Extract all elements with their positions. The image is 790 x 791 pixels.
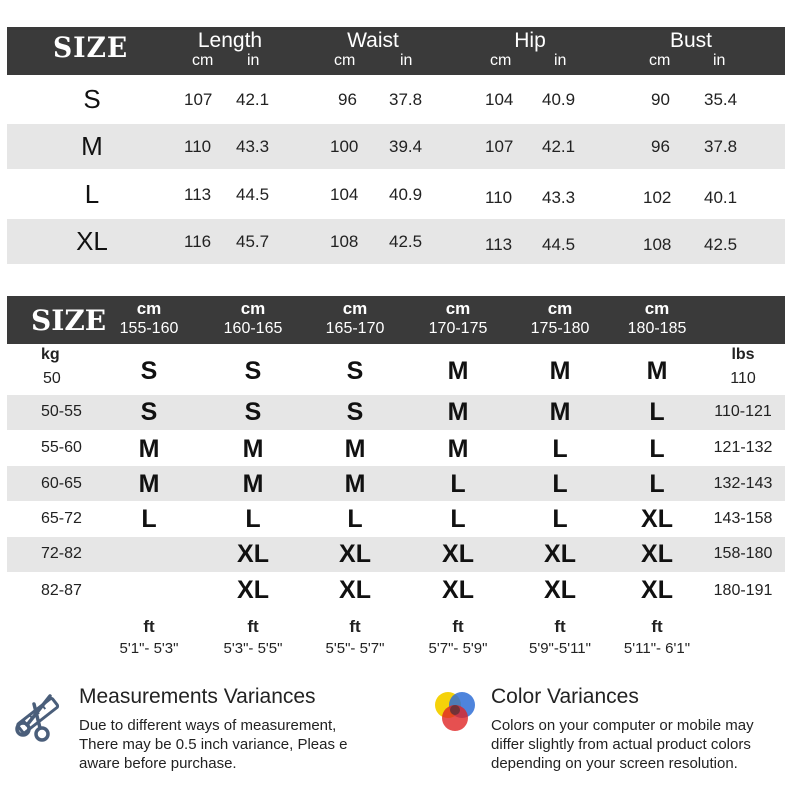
size-cell: M [242, 435, 264, 463]
ft-range: 5'11"- 6'1" [623, 640, 691, 657]
ft-label: ft [651, 617, 663, 636]
column-waist: Waist [347, 29, 399, 52]
waist-in: 42.5 [389, 232, 423, 251]
unit-cm: cm [192, 52, 214, 69]
note-line: aware before purchase. [79, 755, 237, 772]
size-cell: XL [237, 576, 269, 604]
height-unit: cm [644, 299, 670, 318]
ft-range: 5'7"- 5'9" [428, 640, 488, 657]
size-cell: L [649, 398, 665, 426]
bust-in: 42.5 [704, 235, 738, 254]
size-cell: XL [544, 576, 576, 604]
bust-cm: 96 [651, 137, 670, 156]
hip-cm: 110 [485, 188, 513, 207]
size-cell: L [347, 505, 363, 533]
size-cell: M [447, 357, 469, 385]
weight-lbs: 121-132 [713, 439, 773, 456]
size-cell: M [81, 131, 103, 161]
color-note-text [491, 716, 790, 773]
size-cell: M [447, 398, 469, 426]
size-cell: XL [339, 576, 371, 604]
waist-cm: 108 [330, 232, 359, 251]
ft-label: ft [349, 617, 361, 636]
size-cell: L [552, 505, 568, 533]
size-cell: L [552, 470, 568, 498]
weight-kg: 50-55 [41, 403, 82, 420]
size-cell: M [549, 398, 571, 426]
size-cell: XL [76, 226, 108, 256]
size-header-label: SIZE [52, 31, 129, 64]
unit-cm: cm [334, 52, 356, 69]
note-line: depending on your screen resolution. [491, 755, 738, 772]
size-recommendation-table [7, 296, 785, 616]
table-row [7, 466, 785, 501]
weight-lbs: 158-180 [713, 545, 773, 562]
table-row [7, 172, 785, 217]
bust-in: 40.1 [704, 188, 738, 207]
hip-cm: 113 [485, 235, 513, 254]
weight-lbs: 132-143 [713, 475, 773, 492]
table-row [7, 77, 785, 122]
size-cell: M [344, 470, 366, 498]
length-in: 42.1 [236, 90, 270, 109]
length-cm: 116 [184, 232, 212, 251]
weight-kg: 72-82 [41, 545, 82, 562]
ft-range: 5'9"-5'11" [529, 640, 591, 657]
size-cell: XL [442, 576, 474, 604]
table-row [7, 431, 785, 465]
height-unit: cm [136, 299, 162, 318]
height-range: 155-160 [119, 320, 179, 337]
size-cell: L [552, 435, 568, 463]
size-cell: S [244, 357, 262, 385]
bust-cm: 90 [651, 90, 670, 109]
height-unit: cm [342, 299, 368, 318]
size-cell: XL [641, 576, 673, 604]
weight-lbs: 110-121 [714, 403, 772, 420]
unit-in: in [713, 52, 726, 69]
bust-cm: 108 [643, 235, 672, 254]
unit-in: in [554, 52, 567, 69]
weight-lbs: 180-191 [713, 582, 773, 599]
size-cell: L [450, 505, 466, 533]
kg-label: kg [41, 346, 60, 363]
note-line: There may be 0.5 inch variance, Pleas e [79, 736, 348, 753]
weight-lbs: 143-158 [713, 510, 773, 527]
size-cell: XL [442, 540, 474, 568]
height-unit: cm [445, 299, 471, 318]
weight-kg: 55-60 [41, 439, 82, 456]
table-row [7, 395, 785, 430]
size-cell: XL [641, 540, 673, 568]
size-cell: M [646, 357, 668, 385]
hip-cm: 104 [485, 90, 514, 109]
size-cell: XL [544, 540, 576, 568]
waist-cm: 100 [330, 137, 359, 156]
table-row [7, 537, 785, 572]
weight-kg: 50 [43, 370, 61, 387]
size-cell: XL [339, 540, 371, 568]
size-cell: S [346, 398, 364, 426]
ft-range: 5'1"- 5'3" [119, 640, 179, 657]
waist-in: 40.9 [389, 185, 423, 204]
size-cell: XL [641, 505, 673, 533]
measurement-note-title: Measurements Variances [79, 685, 316, 708]
waist-in: 37.8 [389, 90, 423, 109]
height-range: 165-170 [325, 320, 385, 337]
measurement-note-text [79, 716, 379, 773]
size-cell: M [242, 470, 264, 498]
size-cell: M [138, 470, 160, 498]
size-cell: S [244, 398, 262, 426]
hip-in: 40.9 [542, 90, 576, 109]
ft-label: ft [452, 617, 464, 636]
table-row [7, 344, 785, 394]
size-cell: S [346, 357, 364, 385]
column-bust: Bust [669, 29, 713, 52]
waist-in: 39.4 [389, 137, 423, 156]
ft-label: ft [143, 617, 155, 636]
size-cell: M [344, 435, 366, 463]
hip-in: 44.5 [542, 235, 576, 254]
lbs-label: lbs [731, 346, 755, 363]
waist-cm: 104 [330, 185, 359, 204]
weight-kg: 60-65 [41, 475, 82, 492]
hip-in: 42.1 [542, 137, 576, 156]
table-row [7, 219, 785, 264]
table-row [7, 573, 785, 609]
length-in: 44.5 [236, 185, 270, 204]
measurement-table-header [7, 27, 785, 75]
ft-label: ft [554, 617, 566, 636]
height-unit: cm [240, 299, 266, 318]
ft-range: 5'3"- 5'5" [223, 640, 283, 657]
size-cell: L [450, 470, 466, 498]
unit-cm: cm [490, 52, 512, 69]
column-length: Length [197, 29, 263, 52]
size-header-label: SIZE [31, 304, 107, 337]
column-hip: Hip [514, 29, 546, 52]
size-cell: S [140, 398, 158, 426]
unit-cm: cm [649, 52, 671, 69]
size-recommendation-header [7, 296, 785, 344]
length-cm: 110 [184, 137, 212, 156]
size-cell: L [141, 505, 157, 533]
measurement-table [7, 27, 785, 265]
ft-range: 5'5"- 5'7" [325, 640, 385, 657]
table-row [7, 502, 785, 536]
size-cell: S [140, 357, 158, 385]
unit-in: in [400, 52, 413, 69]
note-line: Due to different ways of measurement, [79, 717, 337, 734]
weight-kg: 65-72 [41, 510, 82, 527]
bust-in: 37.8 [704, 137, 738, 156]
size-cell: L [649, 470, 665, 498]
height-range: 175-180 [530, 320, 590, 337]
hip-in: 43.3 [542, 188, 576, 207]
ft-label: ft [247, 617, 259, 636]
size-cell: L [649, 435, 665, 463]
size-cell: M [138, 435, 160, 463]
waist-cm: 96 [338, 90, 357, 109]
height-range: 170-175 [428, 320, 488, 337]
length-cm: 113 [184, 185, 212, 204]
length-in: 43.3 [236, 137, 270, 156]
size-cell: M [549, 357, 571, 385]
unit-in: in [247, 52, 260, 69]
length-in: 45.7 [236, 232, 270, 251]
bust-in: 35.4 [704, 90, 738, 109]
weight-kg: 82-87 [41, 582, 82, 599]
size-cell: M [447, 435, 469, 463]
height-unit: cm [547, 299, 573, 318]
note-line: Colors on your computer or mobile may [491, 717, 754, 734]
color-wheel-icon [431, 688, 479, 736]
note-line: differ slightly from actual product colors [491, 736, 751, 753]
size-cell: L [245, 505, 261, 533]
size-cell: L [84, 179, 100, 209]
weight-lbs: 110 [730, 370, 756, 387]
size-cell: XL [237, 540, 269, 568]
length-cm: 107 [184, 90, 213, 109]
height-range: 160-165 [223, 320, 283, 337]
table-row [7, 124, 785, 169]
hip-cm: 107 [485, 137, 514, 156]
bust-cm: 102 [643, 188, 672, 207]
size-cell: S [83, 84, 101, 114]
color-note-title: Color Variances [491, 685, 639, 708]
ruler-scissors-icon [10, 688, 66, 744]
height-range: 180-185 [627, 320, 687, 337]
